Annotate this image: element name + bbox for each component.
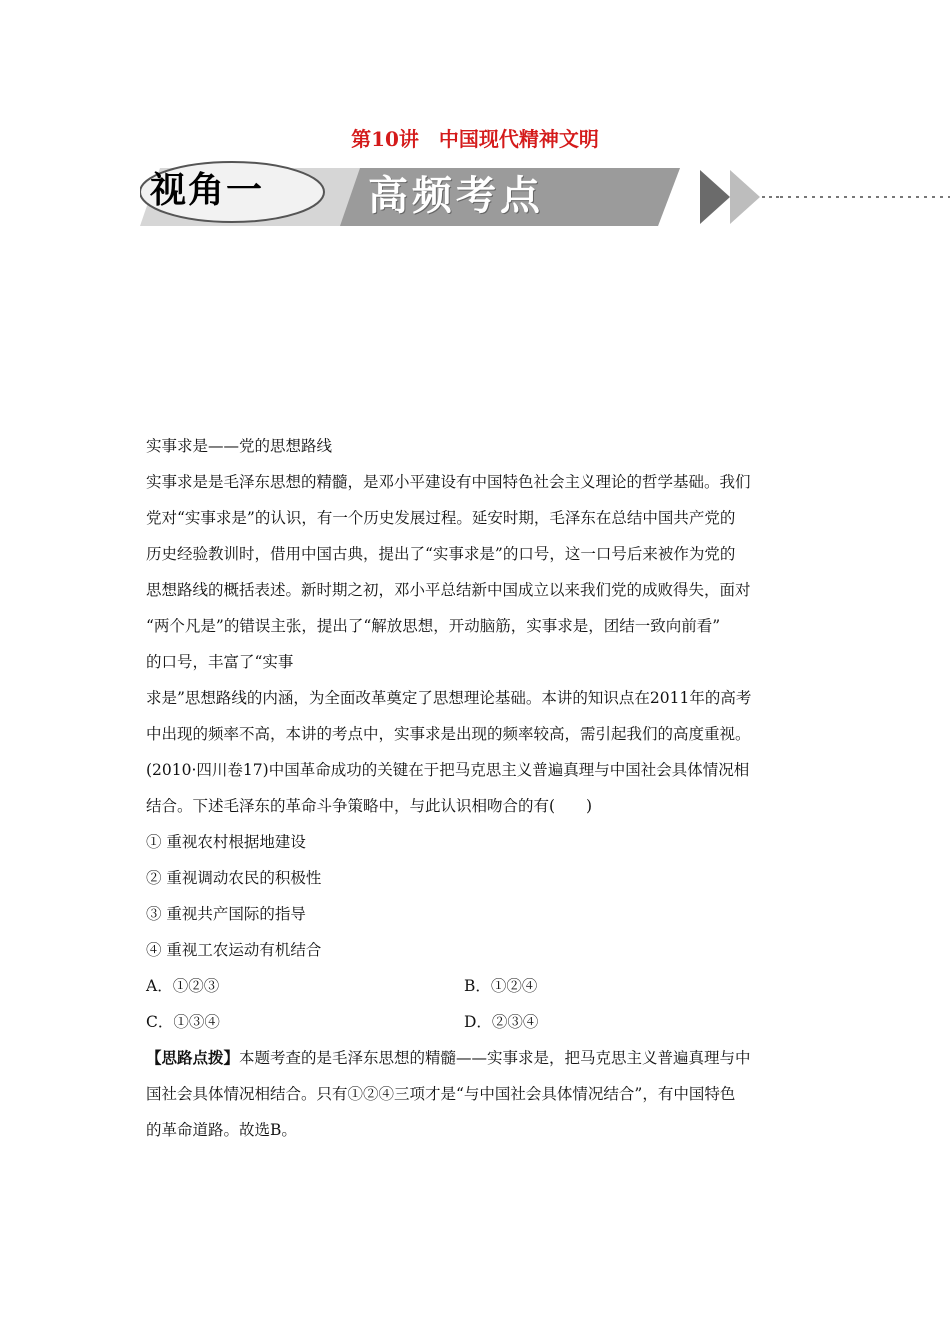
- statement-item: ④ 重视工农运动有机结合: [146, 941, 322, 959]
- statement-item: ① 重视农村根据地建设: [146, 833, 306, 851]
- banner-label-right: 高频考点: [368, 173, 544, 219]
- question-line: 结合。下述毛泽东的革命斗争策略中，与此认识相吻合的有( ): [146, 797, 593, 815]
- analysis-line: 国社会具体情况相结合。只有①②④三项才是“与中国社会具体情况结合”，有中国特色: [146, 1085, 736, 1103]
- lecture-title: 第10讲 中国现代精神文明: [351, 127, 599, 151]
- analysis-text: 本题考查的是毛泽东思想的精髓——实事求是，把马克思主义普遍真理与中: [239, 1049, 751, 1067]
- analysis-line: [146, 1040, 808, 1076]
- analysis-tag: 【思路点拨】: [146, 1048, 240, 1067]
- analysis-line: 的革命道路。故选B。: [146, 1121, 297, 1139]
- document-body: [146, 428, 808, 1148]
- banner-arrow-1: [700, 170, 730, 224]
- paragraph-line: 党对“实事求是”的认识，有一个历史发展过程。延安时期，毛泽东在总结中国共产党的: [146, 509, 736, 527]
- option-d: D．②③④: [464, 1013, 539, 1031]
- option-a: A．①②③: [146, 977, 220, 995]
- paragraph-line: 求是”思想路线的内涵，为全面改革奠定了思想理论基础。本讲的知识点在2011年的高考: [146, 689, 752, 707]
- paragraph-line: 中出现的频率不高，本讲的考点中，实事求是出现的频率较高，需引起我们的高度重视。: [146, 725, 751, 743]
- statement-item: ② 重视调动农民的积极性: [146, 869, 322, 887]
- options-row: [146, 968, 808, 1004]
- banner-arrow-2: [730, 170, 760, 224]
- option-b: B．①②④: [464, 977, 538, 995]
- banner-dotted-tail: [780, 195, 950, 199]
- paragraph-line: 思想路线的概括表述。新时期之初，邓小平总结新中国成立以来我们党的成败得失，面对: [146, 581, 751, 599]
- paragraph-line: 的口号，丰富了“实事: [146, 653, 294, 671]
- paragraph-line: 历史经验教训时，借用中国古典，提出了“实事求是”的口号，这一口号后来被作为党的: [146, 545, 736, 563]
- option-c: C．①③④: [146, 1013, 220, 1031]
- paragraph-line: “两个凡是”的错误主张，提出了“解放思想，开动脑筋，实事求是，团结一致向前看”: [146, 617, 721, 635]
- paragraph-line: 实事求是是毛泽东思想的精髓，是邓小平建设有中国特色社会主义理论的哲学基础。我们: [146, 473, 751, 491]
- statement-item: ③ 重视共产国际的指导: [146, 905, 306, 923]
- question-line: (2010·四川卷17)中国革命成功的关键在于把马克思主义普遍真理与中国社会具体情况相: [146, 761, 750, 779]
- options-row: [146, 1004, 808, 1040]
- section-heading: 实事求是——党的思想路线: [146, 437, 333, 455]
- banner-label-left: 视角一: [150, 170, 265, 211]
